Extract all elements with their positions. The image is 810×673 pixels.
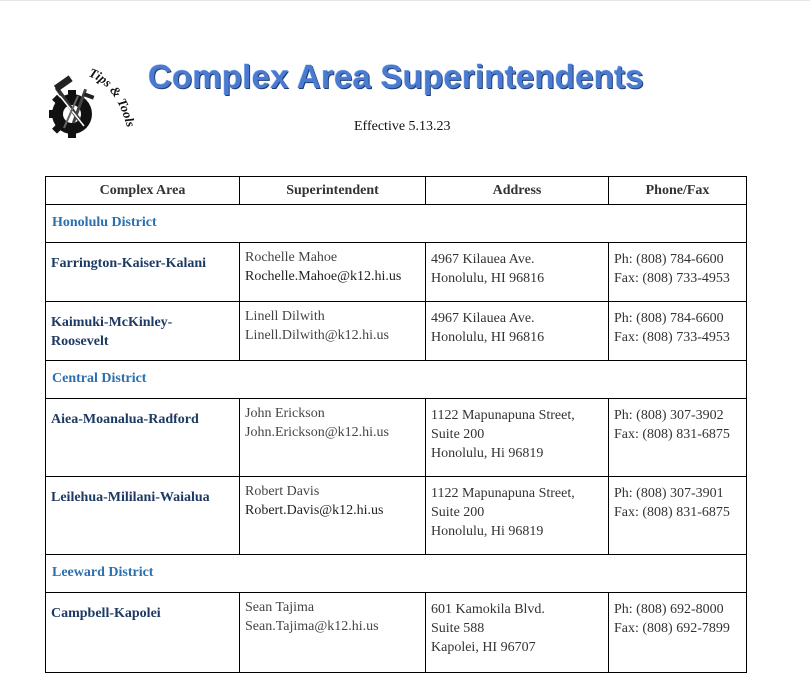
superintendents-table [45,176,747,673]
address-line: Honolulu, HI 96816 [431,271,545,286]
superintendent-email[interactable]: John.Erickson@k12.hi.us [245,425,389,440]
phone-fax-cell [609,302,747,361]
address-line: Suite 200 [431,505,485,520]
superintendent-email[interactable]: Robert.Davis@k12.hi.us [245,503,384,518]
complex-area-name: Campbell-Kapolei [51,606,161,621]
complex-area-name: Leilehua-Mililani-Waialua [51,490,210,505]
phone-fax-cell [609,243,747,302]
logo-text: Tips & To [86,66,134,115]
address-line: Honolulu, Hi 96819 [431,446,544,461]
column-header-complex-area: Complex Area [46,177,240,205]
phone-number: Ph: (808) 784-6600 [614,252,724,267]
superintendent-email[interactable]: Linell.Dilwith@k12.hi.us [245,328,389,343]
address-cell [426,302,609,361]
address-line: 4967 Kilauea Ave. [431,252,535,267]
complex-area-name: Roosevelt [51,334,109,349]
svg-text:Tips & Tools [87,66,134,128]
column-header-phone-fax: Phone/Fax [609,177,747,205]
complex-area-name: Farrington-Kaiser-Kalani [51,256,207,271]
fax-number: Fax: (808) 831-6875 [614,505,730,520]
table-row [46,593,747,673]
address-cell [426,477,609,555]
address-line: Suite 200 [431,427,485,442]
complex-area-cell [46,593,240,673]
superintendent-cell [240,302,426,361]
effective-date: Effective 5.13.23 [354,119,451,134]
superintendent-cell [240,399,426,477]
district-row [46,361,747,399]
address-line: 1122 Mapunapuna Street, [431,408,575,423]
column-header-address: Address [426,177,609,205]
district-name: Leeward District [46,555,747,593]
complex-area-cell [46,243,240,302]
superintendent-name: Sean Tajima [245,600,315,615]
fax-number: Fax: (808) 733-4953 [614,271,730,286]
superintendent-name: Robert Davis [245,484,320,499]
fax-number: Fax: (808) 692-7899 [614,621,730,636]
complex-area-cell [46,302,240,361]
table-header-row [46,177,747,205]
complex-area-name: Kaimuki-McKinley- [51,315,173,330]
table-row [46,477,747,555]
superintendent-cell [240,477,426,555]
tips-tools-logo [44,66,134,138]
address-line: 1122 Mapunapuna Street, [431,486,575,501]
address-cell [426,399,609,477]
phone-fax-cell [609,593,747,673]
address-line: 4967 Kilauea Ave. [431,311,535,326]
fax-number: Fax: (808) 831-6875 [614,427,730,442]
page-title: Complex Area Superintendents [148,58,644,95]
address-cell [426,593,609,673]
district-name: Central District [46,361,747,399]
column-header-superintendent: Superintendent [240,177,426,205]
phone-number: Ph: (808) 692-8000 [614,602,724,617]
table-row [46,302,747,361]
complex-area-name: Aiea-Moanalua-Radford [51,412,199,427]
superintendent-cell [240,243,426,302]
table-row [46,399,747,477]
superintendent-name: Rochelle Mahoe [245,250,338,265]
address-line: 601 Kamokila Blvd. [431,602,545,617]
phone-fax-cell [609,399,747,477]
address-line: Suite 588 [431,621,485,636]
district-row [46,555,747,593]
page-top-border [0,0,810,1]
complex-area-cell [46,477,240,555]
superintendent-name: John Erickson [245,406,325,421]
superintendent-email[interactable]: Rochelle.Mahoe@k12.hi.us [245,269,402,284]
tools-icon [44,66,134,138]
phone-fax-cell [609,477,747,555]
address-line: Honolulu, Hi 96819 [431,524,544,539]
address-line: Kapolei, HI 96707 [431,640,536,655]
address-line: Honolulu, HI 96816 [431,330,545,345]
phone-number: Ph: (808) 307-3902 [614,408,724,423]
superintendent-cell [240,593,426,673]
district-row [46,205,747,243]
complex-area-cell [46,399,240,477]
fax-number: Fax: (808) 733-4953 [614,330,730,345]
address-cell [426,243,609,302]
phone-number: Ph: (808) 307-3901 [614,486,724,501]
table-row [46,243,747,302]
phone-number: Ph: (808) 784-6600 [614,311,724,326]
district-name: Honolulu District [46,205,747,243]
superintendent-email[interactable]: Sean.Tajima@k12.hi.us [245,619,379,634]
superintendent-name: Linell Dilwith [245,309,325,324]
